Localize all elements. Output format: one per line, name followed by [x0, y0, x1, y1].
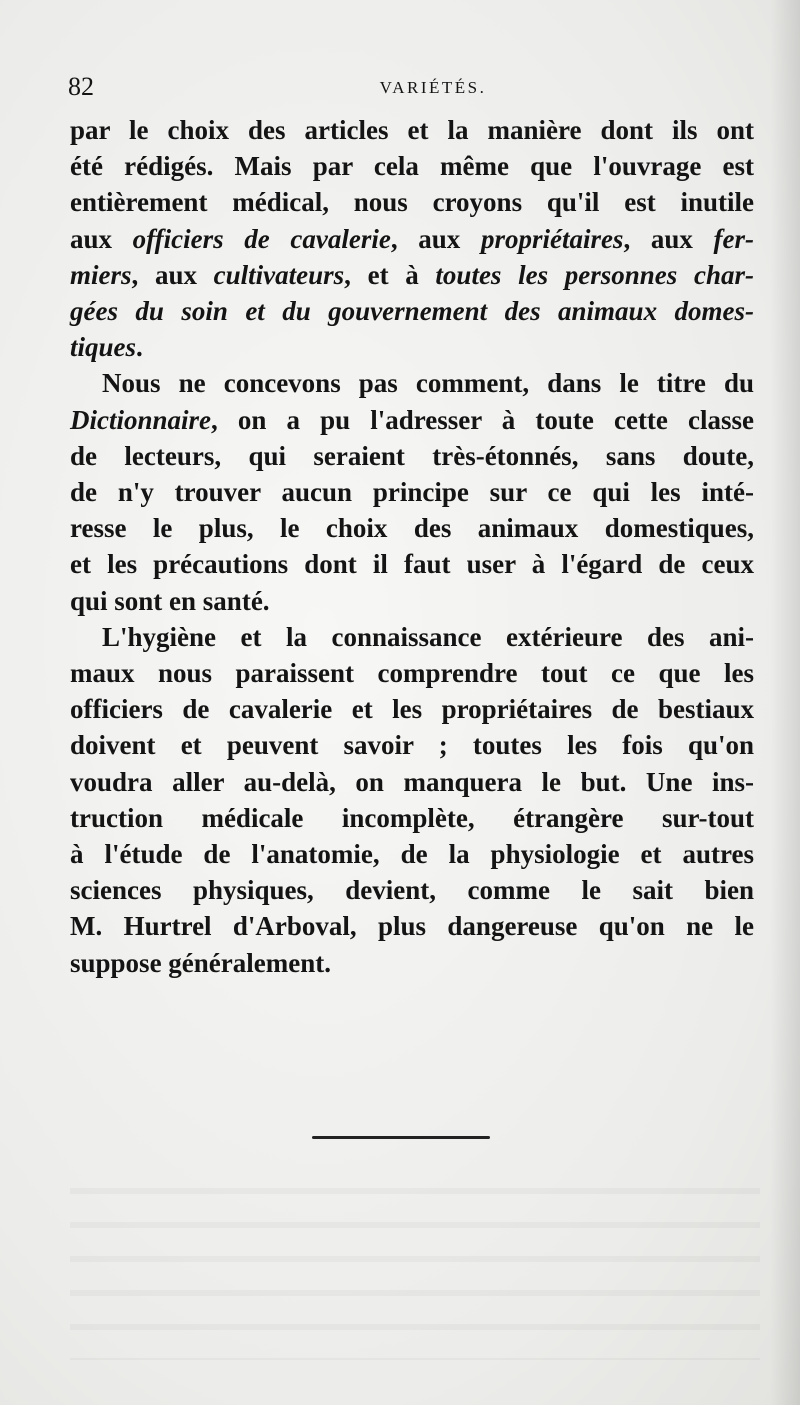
- text-line: [70, 546, 754, 582]
- text-run: de n'y trouver aucun principe sur ce qui les inté-: [70, 477, 754, 508]
- text-run: voudra aller au-delà, on manquera le but. Une ins-: [70, 766, 754, 797]
- italic-text-run: fer-: [713, 223, 754, 254]
- text-line: [70, 329, 754, 365]
- text-run: , aux: [131, 259, 214, 290]
- text-run: suppose généralement.: [70, 947, 331, 978]
- text-line: [70, 257, 754, 293]
- italic-text-run: miers: [70, 259, 132, 290]
- section-divider-rule: [312, 1136, 490, 1139]
- paragraph-2: [70, 365, 754, 618]
- italic-text-run: Dictionnaire: [70, 404, 212, 435]
- text-run: , aux: [390, 223, 481, 254]
- text-run: maux nous paraissent comprendre tout ce que les: [70, 658, 754, 689]
- text-run: doivent et peuvent savoir ; toutes les fois qu'on: [70, 730, 754, 761]
- italic-text-run: toutes les personnes char-: [435, 259, 754, 290]
- text-line: [70, 945, 754, 981]
- italic-text-run: officiers de cavalerie: [132, 223, 391, 254]
- text-run: .: [136, 332, 143, 363]
- paragraph-3: [70, 619, 754, 981]
- text-run: de lecteurs, qui seraient très-étonnés, sans doute,: [70, 440, 754, 471]
- text-run: sciences physiques, devient, comme le sait bien: [70, 875, 754, 906]
- running-head: VARIÉTÉS.: [379, 78, 487, 97]
- text-run: et les précautions dont il faut user à l'égard de ceux: [70, 549, 754, 580]
- text-run: entièrement médical, nous croyons qu'il est inutile: [70, 187, 754, 218]
- text-run: , on a pu l'adresser à toute cette classe: [211, 404, 754, 435]
- text-run: aux: [70, 223, 133, 254]
- text-line: [70, 908, 754, 944]
- italic-text-run: propriétaires: [480, 223, 624, 254]
- text-line: [70, 148, 754, 184]
- paragraph-1: [70, 112, 754, 365]
- text-line: [70, 764, 754, 800]
- bleed-through-area: [70, 1160, 760, 1360]
- text-run: truction médicale incomplète, étrangère sur-tout: [70, 802, 754, 833]
- text-line: [70, 365, 754, 401]
- text-run: par le choix des articles et la manière dont ils ont: [70, 115, 754, 145]
- text-line: [70, 619, 754, 655]
- text-line: [70, 438, 754, 474]
- text-line: [70, 510, 754, 546]
- text-line: [70, 221, 754, 257]
- text-line: [70, 872, 754, 908]
- page-number: 82: [68, 72, 94, 101]
- text-line: [70, 583, 754, 619]
- text-line: [70, 112, 754, 148]
- text-line: [70, 474, 754, 510]
- text-line: [70, 655, 754, 691]
- text-run: à l'étude de l'anatomie, de la physiologie et autres: [70, 839, 754, 870]
- text-run: M. Hurtrel d'Arboval, plus dangereuse qu'on ne le: [70, 911, 754, 942]
- text-line: [70, 402, 754, 438]
- text-line: [70, 727, 754, 763]
- text-line: [70, 800, 754, 836]
- text-run: , et à: [344, 259, 436, 290]
- text-run: qui sont en santé.: [70, 585, 270, 616]
- italic-text-run: tiques: [70, 332, 137, 363]
- text-run: L'hygiène et la connaissance extérieure des ani-: [102, 621, 754, 652]
- text-run: , aux: [623, 223, 714, 254]
- text-line: [70, 836, 754, 872]
- text-line: [70, 691, 754, 727]
- text-run: Nous ne concevons pas comment, dans le titre du: [102, 368, 754, 399]
- italic-text-run: gées du soin et du gouvernement des animaux domes-: [70, 296, 754, 327]
- body-text: [70, 112, 754, 981]
- italic-text-run: cultivateurs: [213, 259, 345, 290]
- text-run: resse le plus, le choix des animaux domestiques,: [70, 513, 754, 544]
- text-run: été rédigés. Mais par cela même que l'ouvrage est: [70, 151, 754, 182]
- text-run: officiers de cavalerie et les propriétaires de bestiaux: [70, 694, 754, 725]
- page-header: [68, 72, 758, 106]
- page-edge-shadow: [770, 0, 800, 1405]
- text-line: [70, 184, 754, 220]
- text-line: [70, 293, 754, 329]
